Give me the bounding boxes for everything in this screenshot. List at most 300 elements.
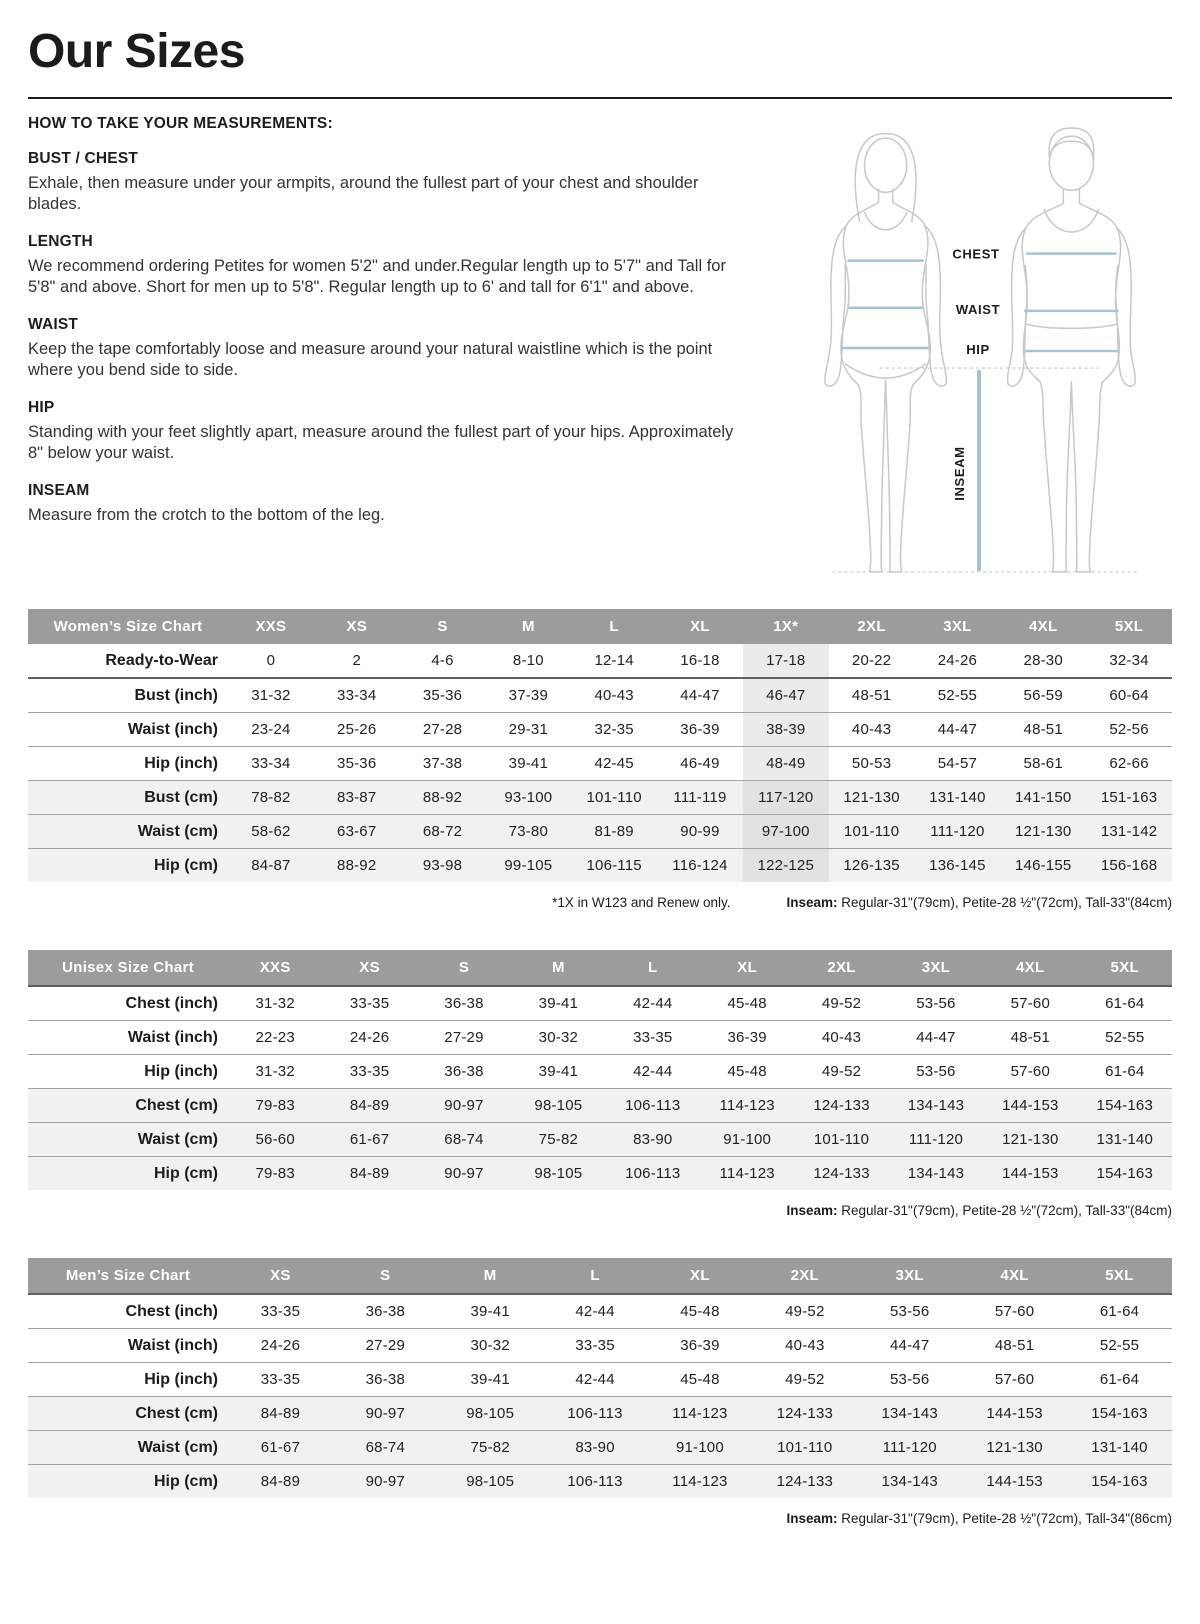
row-label: Chest (inch) — [125, 1302, 218, 1320]
size-value-cell: 114-123 — [672, 1473, 728, 1490]
size-chart-title: Women’s Size Chart — [28, 609, 228, 644]
size-value-cell: 101-110 — [843, 823, 900, 840]
size-value-cell: 27-28 — [422, 721, 463, 738]
size-value-cell: 78-82 — [251, 789, 291, 806]
size-column-header: M — [511, 950, 605, 986]
size-value-cell: 37-38 — [422, 755, 463, 772]
size-column-header: S — [333, 1258, 438, 1294]
size-value-cell: 52-55 — [937, 687, 978, 704]
size-value-cell: 98-105 — [466, 1473, 515, 1490]
size-value-cell: 111-120 — [882, 1439, 937, 1456]
size-column-header: 2XL — [829, 609, 915, 644]
size-value-cell: 42-44 — [633, 995, 673, 1012]
size-value-cell: 81-89 — [594, 823, 634, 840]
row-label: Hip (inch) — [144, 754, 218, 772]
size-value-cell: 98-105 — [534, 1165, 583, 1182]
size-value-cell: 33-35 — [633, 1029, 673, 1046]
size-value-cell: 124-133 — [776, 1473, 834, 1490]
size-value-cell: 124-133 — [813, 1097, 870, 1114]
size-value-cell: 33-34 — [251, 755, 291, 772]
size-value-cell: 101-110 — [813, 1131, 870, 1148]
size-value-cell: 61-64 — [1105, 1063, 1145, 1080]
size-value-cell: 57-60 — [1010, 1063, 1050, 1080]
size-value-cell: 22-23 — [255, 1029, 295, 1046]
size-value-cell: 36-39 — [727, 1029, 767, 1046]
size-value-cell: 84-89 — [349, 1097, 390, 1114]
size-column-header: 3XL — [915, 609, 1001, 644]
size-value-cell: 42-45 — [594, 755, 634, 772]
size-value-cell: 111-120 — [908, 1131, 964, 1148]
size-value-cell: 114-123 — [719, 1097, 775, 1114]
size-value-cell: 27-29 — [365, 1337, 405, 1354]
size-value-cell: 54-57 — [937, 755, 978, 772]
size-chart-table — [28, 1258, 1172, 1498]
size-value-cell: 75-82 — [538, 1131, 579, 1148]
size-column-header: 4XL — [983, 950, 1077, 986]
size-value-cell: 121-130 — [1002, 1131, 1059, 1148]
size-value-cell: 27-29 — [444, 1029, 484, 1046]
section-title: BUST / CHEST — [28, 150, 139, 167]
size-value-cell: 131-140 — [1091, 1439, 1148, 1456]
size-value-cell: 144-153 — [1002, 1097, 1059, 1114]
size-chart-header-row — [28, 609, 1172, 644]
size-value-cell: 93-100 — [504, 789, 553, 806]
table-row — [28, 1329, 1172, 1363]
size-value-cell: 57-60 — [994, 1371, 1035, 1388]
section-body: Measure from the crotch to the bottom of the leg. — [28, 505, 385, 524]
size-value-cell: 49-52 — [821, 995, 862, 1012]
size-value-cell: 56-59 — [1023, 687, 1063, 704]
size-value-cell: 24-26 — [937, 652, 978, 669]
size-value-cell: 57-60 — [994, 1303, 1035, 1320]
size-value-cell: 38-39 — [743, 713, 829, 747]
table-row — [28, 1363, 1172, 1397]
size-value-cell: 53-56 — [916, 1063, 956, 1080]
size-value-cell: 52-55 — [1099, 1337, 1140, 1354]
size-value-cell: 46-47 — [743, 678, 829, 713]
section-body: Standing with your feet slightly apart, measure around the fullest part of your hips. Approximately 8" below your waist. — [28, 422, 734, 463]
table-row — [28, 1465, 1172, 1499]
instruction-section — [28, 233, 764, 299]
size-value-cell: 24-26 — [349, 1029, 390, 1046]
measurement-instructions — [28, 115, 780, 589]
section-title: WAIST — [28, 315, 79, 333]
row-label: Waist (inch) — [127, 720, 218, 738]
size-value-cell: 31-32 — [255, 1063, 295, 1080]
size-value-cell: 35-36 — [422, 687, 463, 704]
size-value-cell: 58-62 — [251, 823, 291, 840]
size-value-cell: 36-38 — [444, 995, 484, 1012]
table-row — [28, 1055, 1172, 1089]
size-chart-block — [28, 950, 1172, 1218]
size-value-cell: 90-97 — [365, 1473, 405, 1490]
size-value-cell: 134-143 — [881, 1405, 938, 1422]
size-value-cell: 39-41 — [538, 995, 579, 1012]
size-value-cell: 23-24 — [251, 721, 291, 738]
size-value-cell: 50-53 — [851, 755, 892, 772]
size-value-cell: 131-142 — [1100, 823, 1158, 840]
instruction-sections — [28, 150, 764, 526]
instruction-section — [28, 316, 764, 382]
size-column-header: 3XL — [889, 950, 983, 986]
table-row — [28, 1294, 1172, 1329]
size-value-cell: 114-123 — [672, 1405, 728, 1422]
inseam-note: Inseam: Regular-31"(79cm), Petite-28 ½"(72cm), Tall-33"(84cm) — [786, 1203, 1172, 1218]
waist-label: WAIST — [955, 301, 1001, 317]
size-value-cell: 44-47 — [916, 1029, 956, 1046]
size-value-cell: 53-56 — [890, 1371, 930, 1388]
row-label: Hip (inch) — [144, 1370, 218, 1388]
size-value-cell: 40-43 — [785, 1337, 825, 1354]
size-value-cell: 106-113 — [567, 1473, 623, 1490]
size-value-cell: 39-41 — [538, 1063, 579, 1080]
size-value-cell: 40-43 — [851, 721, 892, 738]
size-column-header: 1X* — [743, 609, 829, 644]
table-footnote — [28, 895, 1172, 910]
size-value-cell: 79-83 — [255, 1165, 295, 1182]
size-value-cell: 4-6 — [431, 652, 454, 669]
size-value-cell: 45-48 — [727, 1063, 767, 1080]
size-value-cell: 53-56 — [890, 1303, 930, 1320]
row-label: Hip (cm) — [154, 1472, 218, 1490]
size-value-cell: 49-52 — [785, 1303, 825, 1320]
size-value-cell: 90-97 — [365, 1405, 405, 1422]
size-value-cell: 68-74 — [365, 1439, 405, 1456]
size-value-cell: 121-130 — [986, 1439, 1043, 1456]
size-value-cell: 2 — [352, 652, 361, 669]
size-value-cell: 60-64 — [1109, 687, 1149, 704]
size-column-header: S — [417, 950, 511, 986]
size-value-cell: 52-55 — [1105, 1029, 1145, 1046]
size-value-cell: 68-74 — [444, 1131, 484, 1148]
size-chart-title: Unisex Size Chart — [28, 950, 228, 986]
size-value-cell: 121-130 — [843, 789, 900, 806]
size-column-header: 5XL — [1067, 1258, 1172, 1294]
size-value-cell: 35-36 — [337, 755, 377, 772]
size-value-cell: 144-153 — [1002, 1165, 1059, 1182]
row-label: Hip (cm) — [154, 1164, 218, 1182]
size-value-cell: 8-10 — [512, 652, 544, 669]
size-value-cell: 154-163 — [1096, 1097, 1153, 1114]
size-value-cell: 116-124 — [672, 857, 728, 874]
size-value-cell: 44-47 — [890, 1337, 930, 1354]
row-label: Waist (inch) — [127, 1028, 218, 1046]
size-value-cell: 40-43 — [594, 687, 634, 704]
size-column-header: XXS — [228, 609, 314, 644]
size-value-cell: 73-80 — [508, 823, 549, 840]
size-value-cell: 33-35 — [349, 1063, 390, 1080]
table-row — [28, 1157, 1172, 1191]
size-value-cell: 90-97 — [444, 1097, 484, 1114]
size-value-cell: 88-92 — [337, 857, 377, 874]
size-value-cell: 33-34 — [337, 687, 377, 704]
size-column-header: XXS — [228, 950, 322, 986]
instructions-heading: HOW TO TAKE YOUR MEASUREMENTS: — [28, 115, 333, 132]
instruction-section — [28, 399, 764, 465]
size-value-cell: 106-113 — [567, 1405, 623, 1422]
size-chart-table — [28, 950, 1172, 1190]
size-column-header: S — [400, 609, 486, 644]
size-value-cell: 131-140 — [929, 789, 986, 806]
size-value-cell: 111-120 — [930, 823, 985, 840]
table-footnote — [28, 1511, 1172, 1526]
size-value-cell: 134-143 — [907, 1165, 965, 1182]
size-column-header: XS — [228, 1258, 333, 1294]
size-value-cell: 124-133 — [776, 1405, 834, 1422]
size-value-cell: 30-32 — [470, 1337, 510, 1354]
size-value-cell: 144-153 — [986, 1405, 1043, 1422]
size-value-cell: 91-100 — [675, 1439, 724, 1456]
size-value-cell: 63-67 — [337, 823, 377, 840]
size-column-header: 5XL — [1086, 609, 1172, 644]
size-value-cell: 62-66 — [1109, 755, 1149, 772]
row-label: Bust (cm) — [144, 788, 218, 806]
row-label: Chest (cm) — [135, 1404, 218, 1422]
size-value-cell: 106-113 — [625, 1165, 681, 1182]
size-column-header: 2XL — [752, 1258, 857, 1294]
size-value-cell: 84-89 — [260, 1405, 301, 1422]
highlight-column-note: *1X in W123 and Renew only. — [552, 895, 731, 910]
table-row — [28, 747, 1172, 781]
size-value-cell: 83-90 — [575, 1439, 615, 1456]
table-row — [28, 1397, 1172, 1431]
size-column-header: L — [571, 609, 657, 644]
size-value-cell: 90-99 — [680, 823, 720, 840]
size-value-cell: 75-82 — [470, 1439, 510, 1456]
size-value-cell: 56-60 — [255, 1131, 295, 1148]
table-row — [28, 713, 1172, 747]
row-label: Hip (cm) — [154, 856, 218, 874]
size-value-cell: 39-41 — [470, 1303, 510, 1320]
size-column-header: M — [485, 609, 571, 644]
row-label: Waist (inch) — [127, 1336, 218, 1354]
size-value-cell: 61-67 — [260, 1439, 301, 1456]
size-value-cell: 99-105 — [504, 857, 553, 874]
size-column-header: 5XL — [1078, 950, 1172, 986]
size-value-cell: 111-119 — [673, 789, 727, 806]
instruction-section — [28, 482, 764, 526]
size-value-cell: 36-38 — [444, 1063, 484, 1080]
size-value-cell: 83-87 — [337, 789, 377, 806]
size-value-cell: 136-145 — [929, 857, 986, 874]
row-label: Ready-to-Wear — [105, 651, 218, 669]
size-value-cell: 36-38 — [365, 1371, 405, 1388]
row-label: Waist (cm) — [137, 1438, 218, 1456]
size-value-cell: 84-87 — [251, 857, 291, 874]
size-value-cell: 146-155 — [1014, 857, 1072, 874]
row-label: Waist (cm) — [137, 1130, 218, 1148]
table-row — [28, 1021, 1172, 1055]
size-value-cell: 61-67 — [349, 1131, 390, 1148]
size-value-cell: 52-56 — [1109, 721, 1149, 738]
size-column-header: XS — [314, 609, 400, 644]
size-value-cell: 144-153 — [986, 1473, 1043, 1490]
size-value-cell: 42-44 — [575, 1303, 615, 1320]
row-label: Bust (inch) — [134, 686, 218, 704]
size-value-cell: 57-60 — [1010, 995, 1050, 1012]
table-row — [28, 781, 1172, 815]
size-value-cell: 97-100 — [743, 815, 829, 849]
table-row — [28, 1089, 1172, 1123]
chest-label: CHEST — [952, 246, 1000, 262]
size-value-cell: 61-64 — [1099, 1371, 1140, 1388]
row-label: Hip (inch) — [144, 1062, 218, 1080]
page-title: Our Sizes — [28, 25, 245, 78]
size-value-cell: 45-48 — [727, 995, 767, 1012]
size-chart-block — [28, 609, 1172, 910]
size-value-cell: 122-125 — [743, 849, 829, 883]
size-value-cell: 42-44 — [633, 1063, 673, 1080]
table-row — [28, 1123, 1172, 1157]
size-value-cell: 156-168 — [1100, 857, 1158, 874]
size-value-cell: 98-105 — [466, 1405, 515, 1422]
section-title: LENGTH — [28, 232, 93, 250]
size-column-header: XL — [648, 1258, 753, 1294]
row-label: Waist (cm) — [137, 822, 218, 840]
hip-label: HIP — [966, 342, 990, 358]
size-chart-title: Men’s Size Chart — [28, 1258, 228, 1294]
size-column-header: M — [438, 1258, 543, 1294]
size-value-cell: 16-18 — [680, 652, 720, 669]
size-value-cell: 31-32 — [251, 687, 291, 704]
size-chart-table — [28, 609, 1172, 882]
size-value-cell: 25-26 — [337, 721, 377, 738]
size-value-cell: 44-47 — [937, 721, 978, 738]
size-value-cell: 46-49 — [680, 755, 720, 772]
table-row — [28, 986, 1172, 1021]
size-value-cell: 33-35 — [349, 995, 390, 1012]
size-value-cell: 151-163 — [1100, 789, 1158, 806]
size-value-cell: 32-35 — [594, 721, 634, 738]
size-value-cell: 20-22 — [851, 652, 892, 669]
size-value-cell: 39-41 — [470, 1371, 510, 1388]
size-value-cell: 29-31 — [508, 721, 549, 738]
size-column-header: 4XL — [1000, 609, 1086, 644]
size-value-cell: 91-100 — [723, 1131, 772, 1148]
inseam-note: Inseam: Regular-31"(79cm), Petite-28 ½"(72cm), Tall-33"(84cm) — [786, 895, 1172, 910]
size-value-cell: 106-113 — [625, 1097, 681, 1114]
size-column-header: XL — [657, 609, 743, 644]
size-value-cell: 101-110 — [777, 1439, 833, 1456]
size-value-cell: 126-135 — [843, 857, 900, 874]
size-chart-block — [28, 1258, 1172, 1526]
size-value-cell: 124-133 — [813, 1165, 870, 1182]
section-body: Exhale, then measure under your armpits, around the fullest part of your chest and shoulder blades. — [28, 174, 699, 214]
size-value-cell: 79-83 — [255, 1097, 295, 1114]
size-value-cell: 49-52 — [785, 1371, 825, 1388]
size-value-cell: 141-150 — [1014, 789, 1072, 806]
size-column-header: XL — [700, 950, 794, 986]
size-value-cell: 42-44 — [575, 1371, 615, 1388]
size-value-cell: 101-110 — [586, 789, 642, 806]
section-title: HIP — [28, 398, 55, 416]
inseam-note: Inseam: Regular-31"(79cm), Petite-28 ½"(72cm), Tall-34"(86cm) — [786, 1511, 1172, 1526]
table-row — [28, 644, 1172, 678]
size-value-cell: 121-130 — [1014, 823, 1072, 840]
size-chart-header-row — [28, 1258, 1172, 1294]
table-row — [28, 849, 1172, 883]
size-column-header: 4XL — [962, 1258, 1067, 1294]
size-value-cell: 61-64 — [1099, 1303, 1140, 1320]
row-label: Chest (cm) — [135, 1096, 218, 1114]
measurement-diagram — [780, 117, 1172, 589]
instruction-section — [28, 150, 764, 216]
size-value-cell: 45-48 — [680, 1303, 720, 1320]
title-divider — [28, 97, 1172, 99]
size-column-header: 2XL — [794, 950, 888, 986]
size-value-cell: 28-30 — [1023, 652, 1063, 669]
size-value-cell: 131-140 — [1096, 1131, 1153, 1148]
table-row — [28, 815, 1172, 849]
section-body: Keep the tape comfortably loose and measure around your natural waistline which is the point where you bend side to side. — [28, 339, 713, 380]
size-value-cell: 32-34 — [1109, 652, 1149, 669]
size-value-cell: 48-51 — [1010, 1029, 1050, 1046]
size-value-cell: 39-41 — [508, 755, 549, 772]
size-value-cell: 83-90 — [633, 1131, 673, 1148]
size-value-cell: 93-98 — [422, 857, 463, 874]
size-value-cell: 36-39 — [680, 721, 720, 738]
size-value-cell: 36-38 — [365, 1303, 405, 1320]
size-value-cell: 106-115 — [586, 857, 642, 874]
size-charts — [28, 609, 1172, 1526]
size-value-cell: 53-56 — [916, 995, 956, 1012]
size-column-header: XS — [322, 950, 416, 986]
size-column-header: L — [543, 1258, 648, 1294]
size-value-cell: 48-51 — [851, 687, 892, 704]
size-value-cell: 36-39 — [680, 1337, 720, 1354]
size-value-cell: 30-32 — [538, 1029, 579, 1046]
table-row — [28, 1431, 1172, 1465]
size-value-cell: 134-143 — [907, 1097, 965, 1114]
size-value-cell: 12-14 — [594, 652, 634, 669]
size-column-header: L — [606, 950, 700, 986]
size-value-cell: 48-51 — [994, 1337, 1035, 1354]
size-value-cell: 88-92 — [422, 789, 463, 806]
size-value-cell: 37-39 — [508, 687, 549, 704]
size-value-cell: 33-35 — [575, 1337, 615, 1354]
size-value-cell: 84-89 — [260, 1473, 301, 1490]
size-value-cell: 98-105 — [534, 1097, 583, 1114]
size-value-cell: 48-51 — [1023, 721, 1063, 738]
size-value-cell: 90-97 — [444, 1165, 484, 1182]
size-value-cell: 154-163 — [1091, 1473, 1148, 1490]
size-value-cell: 31-32 — [255, 995, 295, 1012]
size-value-cell: 24-26 — [260, 1337, 301, 1354]
size-value-cell: 84-89 — [349, 1165, 390, 1182]
table-row — [28, 678, 1172, 713]
section-body: We recommend ordering Petites for women 5'2" and under.Regular length up to 5'7" and Tall for 5'8" and above. Short for men up to 5'8". Regular length up to 6' and tall for 6'1" and above. — [28, 256, 726, 297]
size-value-cell: 17-18 — [743, 644, 829, 678]
size-value-cell: 61-64 — [1105, 995, 1145, 1012]
size-column-header: 3XL — [857, 1258, 962, 1294]
table-footnote — [28, 1203, 1172, 1218]
size-value-cell: 33-35 — [260, 1371, 301, 1388]
size-value-cell: 117-120 — [743, 781, 829, 815]
size-value-cell: 114-123 — [719, 1165, 775, 1182]
size-value-cell: 48-49 — [743, 747, 829, 781]
section-title: INSEAM — [28, 481, 90, 499]
size-value-cell: 58-61 — [1023, 755, 1063, 772]
woman-figure — [825, 134, 946, 572]
size-value-cell: 45-48 — [680, 1371, 720, 1388]
size-value-cell: 33-35 — [260, 1303, 301, 1320]
size-value-cell: 68-72 — [422, 823, 463, 840]
size-value-cell: 0 — [266, 652, 276, 669]
size-value-cell: 44-47 — [680, 687, 720, 704]
size-value-cell: 49-52 — [821, 1063, 862, 1080]
size-value-cell: 134-143 — [881, 1473, 938, 1490]
body-measurement-figure — [780, 117, 1172, 589]
